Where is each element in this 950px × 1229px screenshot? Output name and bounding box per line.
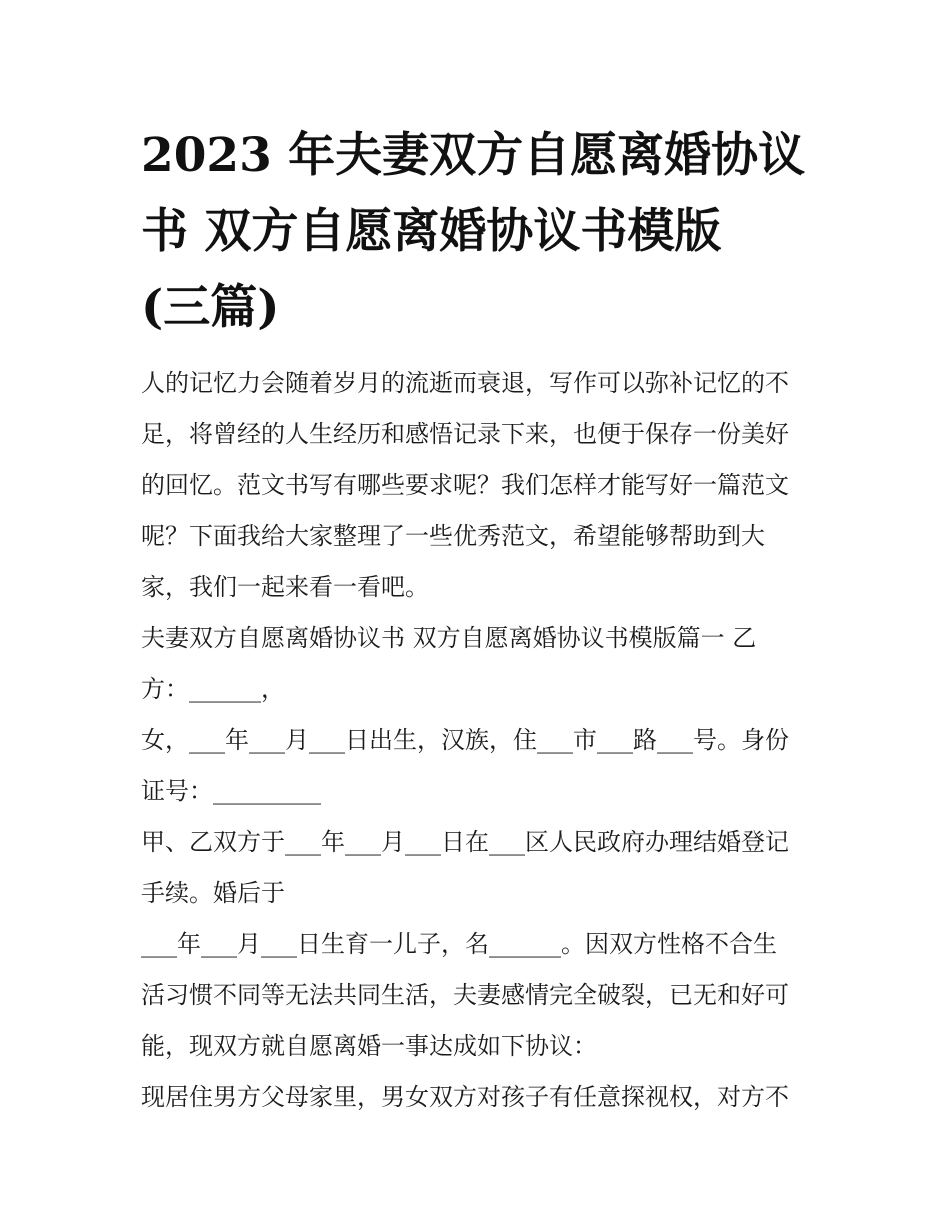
title-line: (三篇): [141, 280, 280, 335]
text-line: 足，将曾经的人生经历和感悟记录下来，也便于保存一份美好: [141, 420, 789, 448]
document-body: [141, 358, 813, 1123]
text-line: 现居住男方父母家里，男女双方对孩子有任意探视权，对方不: [141, 1083, 789, 1111]
custody-paragraph: [141, 1072, 813, 1123]
text-line: 人的记忆力会随着岁月的流逝而衰退，写作可以弥补记忆的不: [141, 369, 789, 397]
text-line: 家，我们一起来看一看吧。: [141, 573, 429, 601]
marriage-registration-paragraph: [141, 817, 813, 919]
text-line: 女，___年___月___日出生，汉族，住___市___路___号。身份: [141, 726, 789, 754]
document-title: [141, 118, 813, 346]
text-line: 的回忆。范文书写有哪些要求呢？我们怎样才能写好一篇范文: [141, 471, 789, 499]
text-line: 呢？下面我给大家整理了一些优秀范文，希望能够帮助到大: [141, 522, 765, 550]
title-line: 2023 年夫妻双方自愿离婚协议: [141, 128, 806, 183]
text-line: 甲、乙双方于___年___月___日在___区人民政府办理结婚登记: [141, 828, 789, 856]
text-line: 能，现双方就自愿离婚一事达成如下协议：: [141, 1032, 597, 1060]
text-line: 活习惯不同等无法共同生活，夫妻感情完全破裂，已无和好可: [141, 981, 789, 1009]
title-line: 书 双方自愿离婚协议书模版: [141, 204, 722, 259]
text-line: 手续。婚后于: [141, 879, 285, 907]
section-heading-paragraph: [141, 613, 813, 715]
text-line: 方：______，: [141, 675, 285, 703]
document-page: [141, 118, 813, 1123]
text-line: 证号：_________: [141, 777, 321, 805]
text-line: ___年___月___日生育一儿子，名______。因双方性格不合生: [141, 930, 777, 958]
party-info-paragraph: [141, 715, 813, 817]
child-birth-paragraph: [141, 919, 813, 1072]
intro-paragraph: [141, 358, 813, 613]
text-line: 夫妻双方自愿离婚协议书 双方自愿离婚协议书模版篇一 乙: [141, 624, 757, 652]
